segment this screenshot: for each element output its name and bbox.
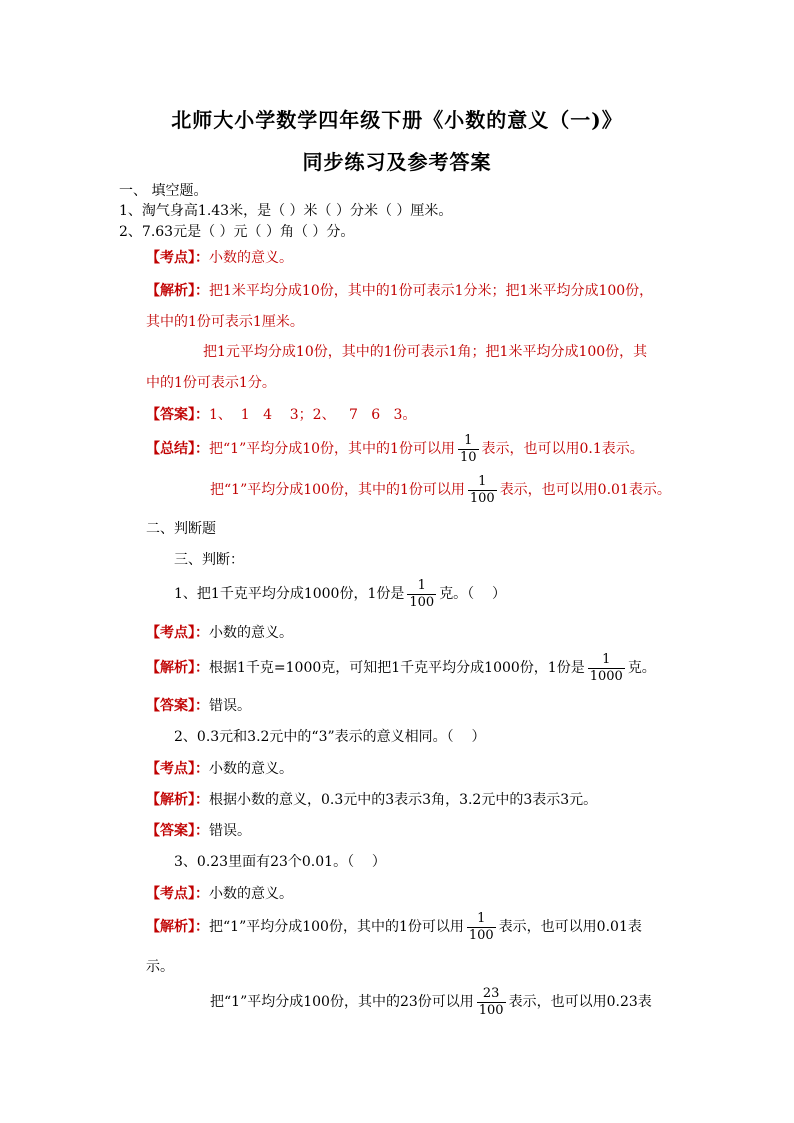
fraction-23-100 <box>477 986 506 1019</box>
q1-jiexi-text-b: 克。 <box>627 660 656 676</box>
fraction-numerator: 1 <box>417 577 426 593</box>
fraction-denominator: 100 <box>469 490 495 506</box>
q3-extra-text-b: 表示，也可以用0.23表 <box>508 994 652 1010</box>
q3-jiexi-line <box>146 909 642 945</box>
question-1-1: 1、淘气身高1.43米，是（ ）米（ ）分米（ ）厘米。 <box>119 203 453 219</box>
fraction-1-1000 <box>588 652 625 685</box>
daan-tag: 【答案】： <box>146 823 209 839</box>
zongjie-line-2 <box>210 472 671 508</box>
section2-heading: 二、判断题 <box>146 521 216 537</box>
zongjie-tag: 【总结】： <box>146 441 209 457</box>
fraction-1-100 <box>467 911 496 944</box>
judge-q1-text-b: 克。（ ） <box>439 586 506 602</box>
kaodian-tag: 【考点】： <box>146 250 209 266</box>
fraction-numerator: 1 <box>477 910 486 926</box>
q2-kaodian-line <box>146 760 293 778</box>
q3-extra-line <box>210 984 652 1020</box>
kaodian-tag: 【考点】： <box>146 761 209 777</box>
jiexi-text-d: 中的1份可表示1分。 <box>146 375 276 391</box>
jiexi-tag: 【解析】： <box>146 919 209 935</box>
q3-jiexi-text-c: 示。 <box>146 959 174 975</box>
q2-daan-line <box>146 822 251 840</box>
q3-jiexi-text-a: 把“1”平均分成100份，其中的1份可以用 <box>209 919 464 935</box>
judge-q1-text-a: 1、把1千克平均分成1000份，1份是 <box>174 586 405 602</box>
page-subtitle: 同步练习及参考答案 <box>302 150 492 174</box>
q1-kaodian-line <box>146 624 293 642</box>
fraction-numerator: 1 <box>478 473 487 489</box>
q1-kaodian-text: 小数的意义。 <box>209 625 293 641</box>
q3-jiexi-text-b: 表示，也可以用0.01表 <box>498 919 642 935</box>
q3-extra-text-a: 把“1”平均分成100份，其中的23份可以用 <box>210 994 474 1010</box>
fraction-1-100 <box>407 578 436 611</box>
zongjie-line <box>146 431 644 467</box>
fraction-denominator: 100 <box>409 594 435 610</box>
q2-kaodian-text: 小数的意义。 <box>209 761 293 777</box>
fraction-denominator: 100 <box>478 1002 504 1018</box>
fraction-numerator: 1 <box>464 432 473 448</box>
kaodian-line <box>146 249 293 267</box>
fraction-denominator: 10 <box>459 449 477 465</box>
jiexi-tag: 【解析】： <box>146 660 209 676</box>
jiexi-tag: 【解析】： <box>146 283 209 299</box>
q2-daan-text: 错误。 <box>209 823 251 839</box>
q2-jiexi-text: 根据小数的意义，0.3元中的3表示3角，3.2元中的3表示3元。 <box>209 792 598 808</box>
q1-daan-text: 错误。 <box>209 698 251 714</box>
q3-kaodian-line <box>146 885 293 903</box>
fraction-numerator: 1 <box>602 651 611 667</box>
q1-daan-line <box>146 697 251 715</box>
fraction-numerator: 23 <box>482 985 500 1001</box>
page-title: 北师大小学数学四年级下册《小数的意义（一)》 <box>171 108 623 132</box>
section2-subheading: 三、判断： <box>174 552 244 568</box>
kaodian-tag: 【考点】： <box>146 625 209 641</box>
judge-question-2: 2、0.3元和3.2元中的“3”表示的意义相同。（ ） <box>174 729 486 745</box>
daan-tag: 【答案】： <box>146 407 209 423</box>
fraction-1-10 <box>458 433 479 466</box>
jiexi-text-b: 其中的1份可表示1厘米。 <box>146 314 304 330</box>
jiexi-line <box>146 282 653 300</box>
fraction-1-100 <box>468 474 497 507</box>
jiexi-tag: 【解析】： <box>146 792 209 808</box>
section1-heading: 一、 填空题。 <box>119 183 208 199</box>
daan-tag: 【答案】： <box>146 698 209 714</box>
fraction-denominator: 100 <box>468 927 494 943</box>
kaodian-text: 小数的意义。 <box>209 250 293 266</box>
zongjie-text-a1: 把“1”平均分成10份，其中的1份可以用 <box>209 441 455 457</box>
daan-line <box>146 406 416 424</box>
zongjie-text-b2: 表示，也可以用0.01表示。 <box>499 482 671 498</box>
q1-jiexi-line <box>146 650 656 686</box>
question-1-2: 2、7.63元是（ ）元（ ）角（ ）分。 <box>119 224 355 240</box>
zongjie-text-a2: 表示，也可以用0.1表示。 <box>481 441 644 457</box>
kaodian-tag: 【考点】： <box>146 886 209 902</box>
q1-jiexi-text-a: 根据1千克=1000克，可知把1千克平均分成1000份，1份是 <box>209 660 585 676</box>
jiexi-text-c: 把1元平均分成10份，其中的1份可表示1角；把1米平均分成100份，其 <box>203 344 648 360</box>
q2-jiexi-line <box>146 791 597 809</box>
judge-question-3: 3、0.23里面有23个0.01。（ ） <box>174 854 386 870</box>
judge-question-1 <box>174 576 506 612</box>
q3-kaodian-text: 小数的意义。 <box>209 886 293 902</box>
jiexi-text-a: 把1米平均分成10份，其中的1份可表示1分米；把1米平均分成100份， <box>209 283 654 299</box>
zongjie-text-b1: 把“1”平均分成100份，其中的1份可以用 <box>210 482 465 498</box>
fraction-denominator: 1000 <box>589 668 623 684</box>
daan-text: 1、 1 4 3；2、 7 6 3。 <box>209 407 417 423</box>
